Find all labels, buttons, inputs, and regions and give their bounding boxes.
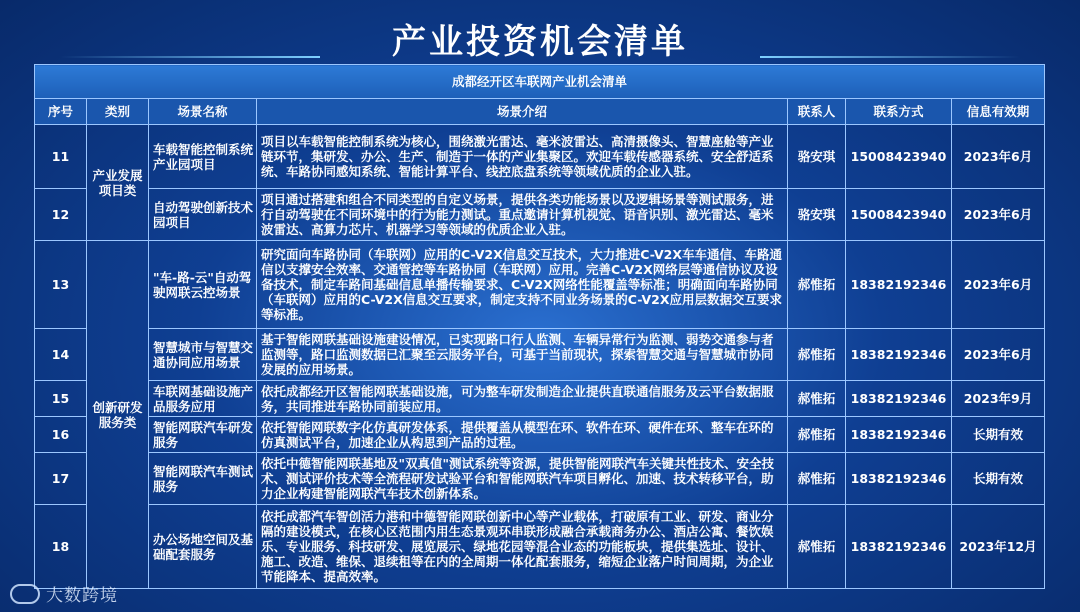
validity: 2023年6月 (952, 125, 1045, 189)
scene-name: 智慧城市与智慧交通协同应用场景 (149, 329, 257, 381)
category-cell: 产业发展项目类 (87, 125, 149, 241)
scene-intro: 项目以车载智能控制系统为核心，围绕激光雷达、毫米波雷达、高清摄像头、智慧座舱等产业链环节，集研发、办公、生产、制造于一体的产业集聚区。欢迎车载传感器系统、安全舒适系统、车路协同感知系统、智能计算平台、线控底盘系统等领域优质的企业入驻。 (257, 125, 788, 189)
validity: 2023年6月 (952, 189, 1045, 241)
contact-phone: 18382192346 (846, 381, 952, 417)
contact-name: 郝惟拓 (788, 241, 846, 329)
scene-intro: 项目通过搭建和组合不同类型的自定义场景，提供各类功能场景以及逻辑场景等测试服务，进行自动驾驶在不同环境中的行为能力测试。重点邀请计算机视觉、语音识别、激光雷达、毫米波雷达、高算力芯片、机器学习等领域的优质企业入驻。 (257, 189, 788, 241)
table-row (35, 417, 1045, 453)
row-no: 14 (35, 329, 87, 381)
category-cell: 创新研发服务类 (87, 241, 149, 589)
contact-name: 骆安琪 (788, 125, 846, 189)
header-scene-name: 场景名称 (149, 99, 257, 125)
watermark-text: 大数跨境 (46, 586, 118, 606)
validity: 2023年12月 (952, 505, 1045, 589)
header-phone: 联系方式 (846, 99, 952, 125)
scene-name: "车-路-云"自动驾驶网联云控场景 (149, 241, 257, 329)
scene-name: 自动驾驶创新技术园项目 (149, 189, 257, 241)
contact-name: 郝惟拓 (788, 329, 846, 381)
scene-name: 车联网基础设施产品服务应用 (149, 381, 257, 417)
scene-intro: 研究面向车路协同（车联网）应用的C-V2X信息交互技术，大力推进C-V2X车车通信、车路通信以支撑安全效率、交通管控等车路协同（车联网）应用。完善C-V2X网络层等通信协议及设备技术，制定车路间基础信息单播传输要求、C-V2X网络性能覆盖等标准；明确面向车路协同（车联网）应用的C-V2X信息交互要求，制定支持不同业务场景的C-V2X应用层数据交互要求等标准。 (257, 241, 788, 329)
row-no: 16 (35, 417, 87, 453)
header-scene-intro: 场景介绍 (257, 99, 788, 125)
row-no: 12 (35, 189, 87, 241)
contact-phone: 18382192346 (846, 241, 952, 329)
contact-phone: 18382192346 (846, 329, 952, 381)
opportunity-table (34, 64, 1045, 589)
contact-name: 郝惟拓 (788, 453, 846, 505)
validity: 2023年6月 (952, 329, 1045, 381)
row-no: 17 (35, 453, 87, 505)
contact-name: 骆安琪 (788, 189, 846, 241)
contact-name: 郝惟拓 (788, 417, 846, 453)
contact-phone: 18382192346 (846, 417, 952, 453)
scene-intro: 依托成都经开区智能网联基础设施，可为整车研发制造企业提供直联通信服务及云平台数据服务，共同推进车路协同前装应用。 (257, 381, 788, 417)
contact-phone: 15008423940 (846, 125, 952, 189)
scene-intro: 基于智能网联基础设施建设情况，已实现路口行人监测、车辆异常行为监测、弱势交通参与者监测等，路口监测数据已汇聚至云服务平台，可基于当前现状，探索智慧交通与智慧城市协同发展的应用场景。 (257, 329, 788, 381)
validity: 2023年6月 (952, 241, 1045, 329)
scene-name: 智能网联汽车测试服务 (149, 453, 257, 505)
header-category: 类别 (87, 99, 149, 125)
scene-intro: 依托智能网联数字化仿真研发体系，提供覆盖从模型在环、软件在环、硬件在环、整车在环的仿真测试平台，加速企业从构思到产品的过程。 (257, 417, 788, 453)
contact-phone: 15008423940 (846, 189, 952, 241)
header-validity: 信息有效期 (952, 99, 1045, 125)
validity: 长期有效 (952, 417, 1045, 453)
table-row (35, 189, 1045, 241)
table-row (35, 241, 1045, 329)
contact-phone: 18382192346 (846, 453, 952, 505)
validity: 2023年9月 (952, 381, 1045, 417)
validity: 长期有效 (952, 453, 1045, 505)
row-no: 11 (35, 125, 87, 189)
contact-phone: 18382192346 (846, 505, 952, 589)
table-row (35, 329, 1045, 381)
contact-name: 郝惟拓 (788, 505, 846, 589)
row-no: 18 (35, 505, 87, 589)
table-row (35, 125, 1045, 189)
scene-name: 车载智能控制系统产业园项目 (149, 125, 257, 189)
table-row (35, 453, 1045, 505)
row-no: 15 (35, 381, 87, 417)
header-contact: 联系人 (788, 99, 846, 125)
scene-name: 办公场地空间及基础配套服务 (149, 505, 257, 589)
table-row (35, 505, 1045, 589)
header-no: 序号 (35, 99, 87, 125)
scene-intro: 依托中德智能网联基地及"双真值"测试系统等资源，提供智能网联汽车关键共性技术、安全技术、测试评价技术等全流程研发试验平台和智能网联汽车项目孵化、加速、技术转移平台，助力企业构建智能网联汽车技术创新体系。 (257, 453, 788, 505)
scene-name: 智能网联汽车研发服务 (149, 417, 257, 453)
table-row (35, 381, 1045, 417)
watermark (10, 581, 118, 606)
scene-intro: 依托成都汽车智创活力港和中德智能网联创新中心等产业载体，打破原有工业、研发、商业分隔的建设模式，在核心区范围内用生态景观环串联形成融合承载商务办公、酒店公寓、餐饮娱乐、专业服务、科技研发、展览展示、绿地花园等混合业态的功能板块，提供集选址、设计、施工、改造、维保、退续租等在内的全周期一体化配套服务，缩短企业落户时间周期，为企业节能降本、提高效率。 (257, 505, 788, 589)
table-caption: 成都经开区车联网产业机会清单 (35, 65, 1045, 99)
contact-name: 郝惟拓 (788, 381, 846, 417)
page-title: 产业投资机会清单 (392, 22, 688, 62)
logo-icon (10, 584, 40, 604)
row-no: 13 (35, 241, 87, 329)
